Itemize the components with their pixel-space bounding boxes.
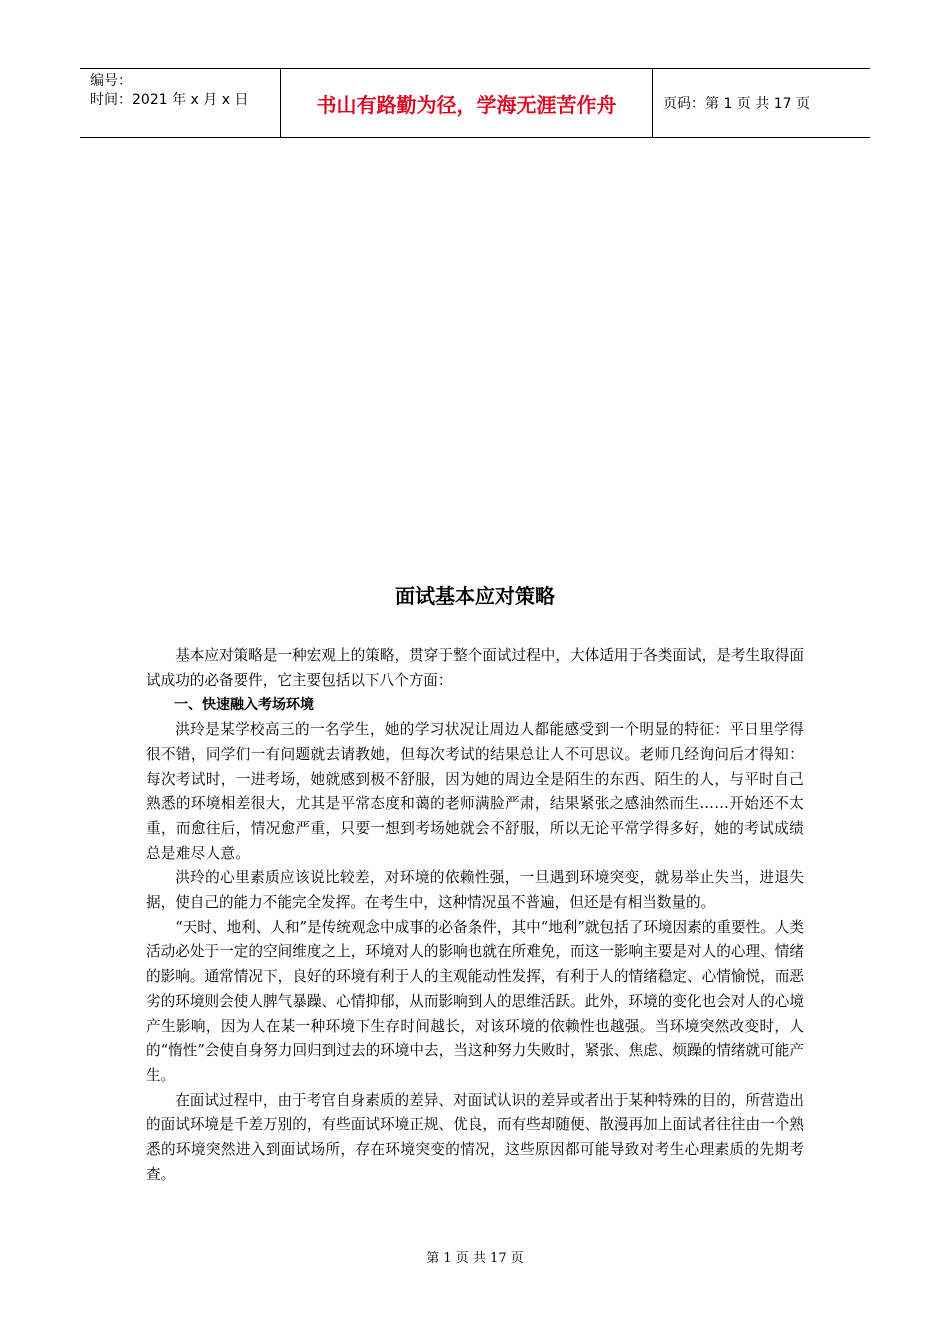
section-heading: 一、快速融入考场环境	[174, 697, 314, 714]
document-number-label: 编号：	[90, 73, 132, 89]
intro-paragraph: 基本应对策略是一种宏观上的策略，贯穿于整个面试过程中，大体适用于各类面试，是考生取得面试成功的必备要件，它主要包括以下八个方面：	[146, 647, 804, 689]
body-paragraph: 在面试过程中，由于考官自身素质的差异、对面试认识的差异或者出于某种特殊的目的，所营造出的面试环境是千差万别的，有些面试环境正规、优良，而有些却随便、散漫再加上面试者往往由一个熟悉的环境突然进入到面试场所，存在环境突变的情况，这些原因都可能导致对考生心理素质的先期考查。	[146, 1091, 804, 1183]
body-paragraph: 洪玲是某学校高三的一名学生，她的学习状况让周边人都能感受到一个明显的特征：平日里学得很不错，同学们一有问题就去请教她，但每次考试的结果总让人不可思议。老师几经询问后才得知：每次考试时，一进考场，她就感到极不舒服，因为她的周边全是陌生的东西、陌生的人，与平时自己熟悉的环境相差很大，尤其是平常态度和蔼的老师满脸严肃，结果紧张之感油然而生……开始还不太重，而愈往后，情况愈严重，只要一想到考场她就会不舒服，所以无论平常学得多好，她的考试成绩总是难尽人意。	[146, 721, 804, 862]
header-meta	[80, 69, 280, 137]
body-paragraph: 洪玲的心里素质应该说比较差，对环境的依赖性强，一旦遇到环境突变，就易举止失当，进退失据，使自己的能力不能完全发挥。在考生中，这种情况虽不普遍，但还是有相当数量的。	[146, 869, 804, 912]
header-page-info: 页码：第 1 页 共 17 页	[663, 96, 810, 112]
document-body	[146, 644, 804, 1187]
header-motto: 书山有路勤为径，学海无涯苦作舟	[280, 69, 653, 137]
page-footer: 第 1 页 共 17 页	[426, 1251, 524, 1266]
document-date: 时间：2021 年 x 月 x 日	[90, 92, 249, 108]
page-header	[80, 68, 870, 138]
body-paragraph: “天时、地利、人和”是传统观念中成事的必备条件，其中“地利”就包括了环境因素的重要性。人类活动必处于一定的空间维度之上，环境对人的影响也就在所难免，而这一影响主要是对人的心理、情绪的影响。通常情况下，良好的环境有利于人的主观能动性发挥，有利于人的情绪稳定、心情愉悦，而恶劣的环境则会使人脾气暴躁、心情抑郁，从而影响到人的思维活跃。此外，环境的变化也会对人的心境产生影响，因为人在某一种环境下生存时间越长，对该环境的依赖性也越强。当环境突然改变时，人的“惰性”会使自身努力回归到过去的环境中去，当这种努力失败时，紧张、焦虑、烦躁的情绪就可能产生。	[146, 918, 804, 1084]
document-title: 面试基本应对策略	[395, 584, 555, 608]
